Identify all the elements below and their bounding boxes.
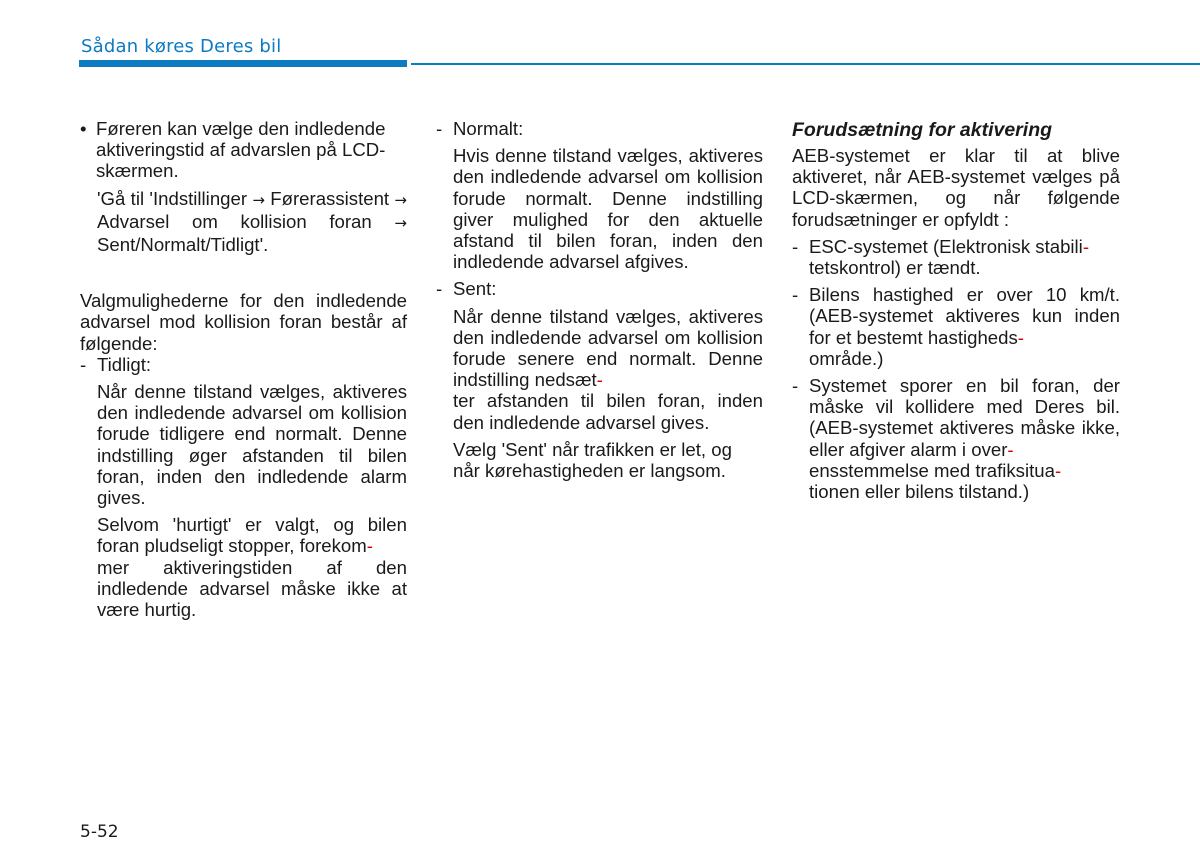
condition-tracking-text: Systemet sporer en bil foran, der måske vil kollidere med Deres bil. (AEB-systemet aktiveres måske ikke, eller afgiver alarm i over- ensstemmelse med trafiksitua- tionen eller bilens tilstand.) [809,375,1120,503]
menu-path-part: Sent/Normalt/Tidligt'. [97,234,269,256]
column-2 [436,118,763,481]
column-3 [792,118,1120,502]
option-early-label: Tidligt: [97,353,152,375]
late-desc-part: ter afstanden til bilen foran, inden den indledende advarsel gives. [453,390,763,433]
note-part: Selvom 'hurtigt' er valgt, og bilen foran pludseligt stopper, forekom [97,514,407,557]
activation-heading: Forudsætning for aktivering [792,119,1053,141]
option-early-desc: Når denne tilstand vælges, aktiveres den indledende advarsel om kollision forude tidligere end normalt. Denne indstilling øger afstanden til bilen foran, inden den indledende alarm gives. [97,381,407,509]
arrow-icon: → [394,190,407,209]
dash-mark: - [792,375,799,397]
option-late-tip: Vælg 'Sent' når trafikken er let, og når kørehastigheden er langsom. [453,438,732,482]
arrow-icon: → [252,190,265,209]
dash-mark: - [436,118,443,139]
option-late [436,278,763,299]
bullet-mark: • [80,118,87,139]
option-late-desc [436,306,763,433]
option-normal-desc: Hvis denne tilstand vælges, aktiveres den indledende advarsel om kollision forude normalt. Denne indstilling giver mulighed for den aktuelle afstand til bilen foran, inden den indledende advarsel afgives. [453,145,763,273]
menu-path-part: Førerassistent [264,187,390,209]
condition-speed-text: Bilens hastighed er over 10 km/t. (AEB-systemet aktiveres kun inden for et bestemt hastigheds- område.) [809,284,1120,369]
dash-mark: - [80,353,87,375]
dash-mark: - [792,284,799,306]
menu-path-part: Advarsel om kollision foran [97,210,395,232]
hyphen-mark: - [1017,326,1024,348]
dash-mark: - [792,235,799,257]
option-early [80,354,407,375]
section-title: Sådan køres Deres bil [81,36,282,57]
dash-mark: - [436,278,443,300]
bullet-text: Føreren kan vælge den indledende aktiveringstid af advarslen på LCD-skærmen. [96,118,386,182]
bullet-item [80,118,407,182]
late-desc-part: Når denne tilstand vælges, aktiveres den indledende advarsel om kollision forude senere end normalt. Denne indstilling nedsæt [453,305,763,391]
hyphen-mark: - [1007,438,1014,460]
hyphen-mark: - [1054,459,1062,481]
options-intro: Valgmulighederne for den indledende advarsel mod kollision foran består af følgende: [80,290,407,354]
note-part: mer aktiveringstiden af den indledende advarsel måske ikke at være hurtig. [97,556,407,621]
activation-intro: AEB-systemet er klar til at blive aktiveret, når AEB-systemet vælges på LCD-skærmen, og når følgende forudsætninger er opfyldt : [792,145,1120,230]
option-early-note [80,514,407,620]
menu-path-part: 'Gå til 'Indstillinger [97,187,253,209]
option-normal [436,118,763,139]
condition-speed [792,284,1120,369]
option-normal-label: Normalt: [453,118,524,139]
header-rule-thick [79,60,407,67]
menu-path [80,188,407,256]
hyphen-mark: - [1082,235,1090,257]
hyphen-mark: - [596,369,603,391]
condition-tracking [792,375,1120,502]
page-number: 5-52 [80,822,119,842]
condition-esc [792,236,1120,278]
hyphen-mark: - [366,535,373,557]
arrow-icon: → [394,213,407,232]
column-1 [80,118,407,620]
condition-esc-text: ESC-systemet (Elektronisk stabili- tetskontrol) er tændt. [809,235,1090,279]
header-rule-thin [411,63,1200,65]
option-late-label: Sent: [453,278,497,300]
